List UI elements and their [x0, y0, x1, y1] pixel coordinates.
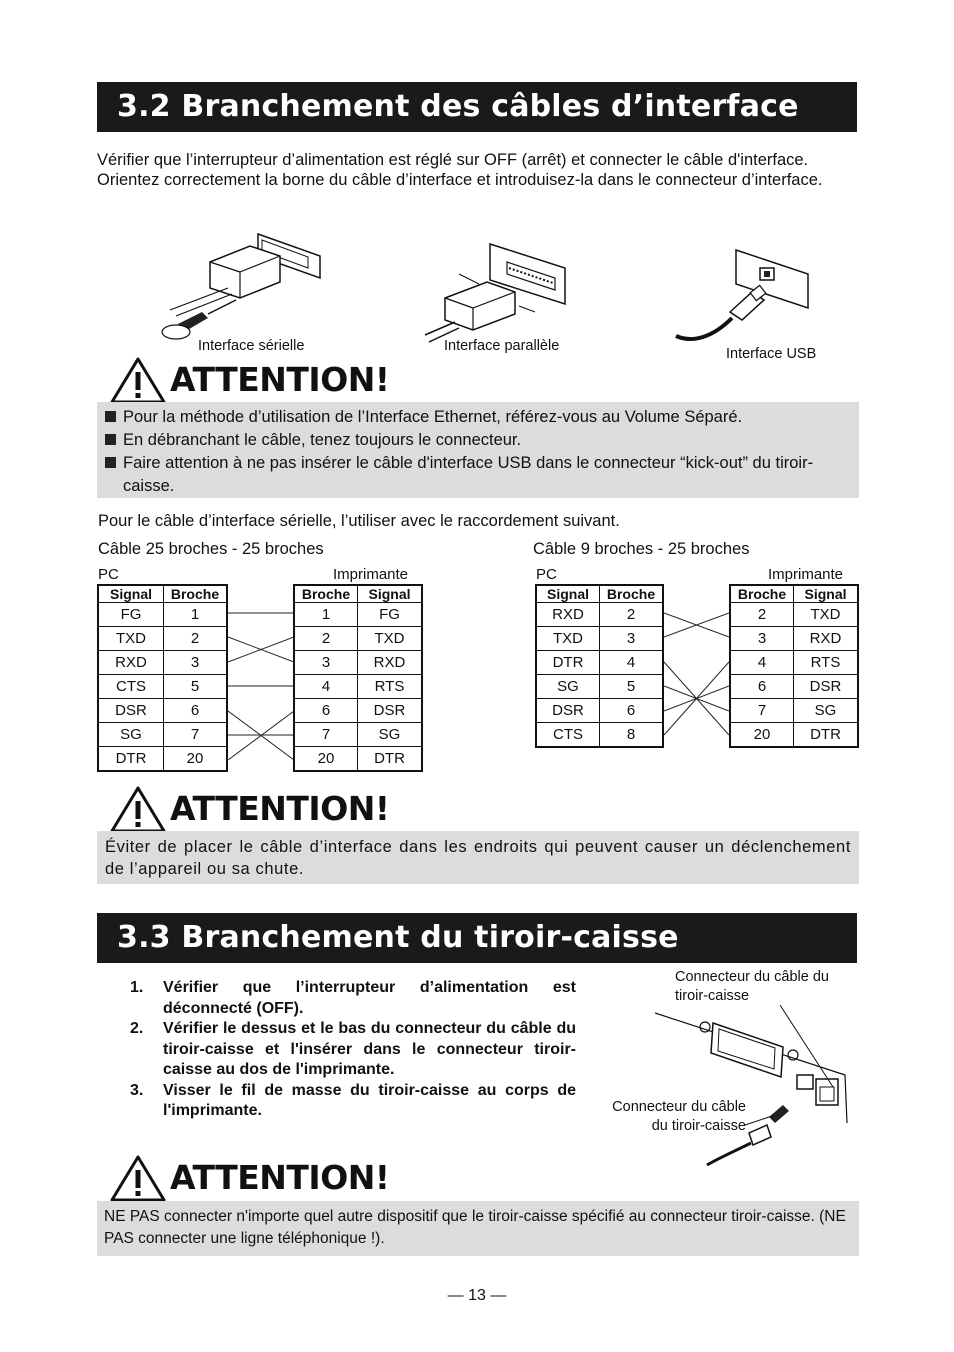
page-number: — 13 — [447, 1287, 507, 1304]
table-cell: 3 [164, 651, 228, 675]
table-header-row [730, 585, 858, 603]
table-cell: DSR [794, 675, 859, 699]
table-cell: 7 [294, 723, 358, 747]
cable-25-title: Câble 25 broches - 25 broches [98, 540, 324, 558]
serial-interface-illustration [150, 232, 340, 350]
cable-25-printer-label: Imprimante [333, 566, 409, 583]
attention-heading-3 [110, 1153, 389, 1203]
cable-25-wiring [228, 584, 294, 774]
table-row [98, 747, 227, 772]
table-cell: 2 [294, 627, 358, 651]
table-row [294, 603, 422, 627]
bullet-square-icon [105, 457, 116, 468]
table-cell: RXD [794, 627, 859, 651]
table-header-row [294, 585, 422, 603]
serial-interface-caption: Interface sérielle [198, 338, 305, 354]
table-row [536, 651, 663, 675]
table-row [730, 603, 858, 627]
cash-drawer-steps [120, 978, 576, 1122]
attention-label: ATTENTION! [170, 1158, 390, 1197]
table-row [294, 699, 422, 723]
table-cell: RTS [794, 651, 859, 675]
usb-interface-caption: Interface USB [726, 346, 817, 362]
serial-note: Pour le câble d’interface sérielle, l’utiliser avec le raccordement suivant. [98, 512, 620, 530]
table-cell: FG [358, 603, 423, 627]
table-cell: RTS [358, 675, 423, 699]
section-title-3-3: 3.3 Branchement du tiroir-caisse [97, 913, 857, 963]
table-cell: 4 [294, 675, 358, 699]
cable-9-wiring [664, 584, 729, 750]
attention-box-2 [97, 831, 859, 884]
parallel-interface-illustration [415, 240, 575, 350]
table-row [536, 675, 663, 699]
cable-25-pc-label: PC [98, 566, 119, 583]
table-row [98, 651, 227, 675]
cable-9-title: Câble 9 broches - 25 broches [533, 540, 750, 558]
cable-9-pc-table [535, 584, 664, 748]
usb-interface-illustration [672, 248, 812, 348]
table-row [98, 627, 227, 651]
table-row [536, 603, 663, 627]
table-cell: TXD [794, 603, 859, 627]
warning-triangle-icon [110, 785, 166, 833]
table-cell: 3 [600, 627, 664, 651]
attention-item-1: Pour la méthode d’utilisation de l’Interface Ethernet, référez-vous au Volume Séparé. [105, 406, 851, 429]
table-cell: DTR [794, 723, 859, 748]
table-cell: 7 [730, 699, 794, 723]
table-cell: 20 [164, 747, 228, 772]
table-row [294, 723, 422, 747]
drawer-connector-label-bottom: Connecteur du câble du tiroir-caisse [612, 1099, 746, 1134]
attention-text-2: Éviter de placer le câble d’interface dans les endroits qui peuvent causer un déclenchement de l’appareil ou sa chute. [105, 838, 851, 878]
bullet-square-icon [105, 434, 116, 445]
attention-item-2: En débranchant le câble, tenez toujours le connecteur. [105, 429, 851, 452]
bullet-square-icon [105, 411, 116, 422]
attention-item-3: Faire attention à ne pas insérer le câble d'interface USB dans le connecteur “kick-out” du tiroir-caisse. [105, 452, 851, 498]
attention-text-3: NE PAS connecter n'importe quel autre dispositif que le tiroir-caisse spécifié au connecteur tiroir-caisse. (NE PAS connecter une ligne téléphonique !). [104, 1208, 846, 1247]
table-cell: DTR [536, 651, 600, 675]
table-cell: TXD [98, 627, 164, 651]
list-item: 1. Vérifier que l’interrupteur d’alimentation est déconnecté (OFF). [130, 979, 576, 1017]
table-cell: SG [358, 723, 423, 747]
attention-label: ATTENTION! [170, 789, 390, 828]
table-cell: 1 [164, 603, 228, 627]
list-item: 2. Vérifier le dessus et le bas du connecteur du câble du tiroir-caisse et l'insérer dans le connecteur tiroir-caisse au dos de l'imprimante. [130, 1020, 576, 1078]
table-cell: 6 [730, 675, 794, 699]
table-row [294, 747, 422, 772]
section-title-3-2: 3.2 Branchement des câbles d’interface [97, 82, 857, 132]
list-item: 3. Visser le fil de masse du tiroir-caisse au corps de l'imprimante. [130, 1081, 576, 1119]
table-cell: DSR [536, 699, 600, 723]
intro-line-1: Vérifier que l’interrupteur d’alimentation est réglé sur OFF (arrêt) et connecter le câble d'interface. [97, 151, 809, 169]
intro-line-2: Orientez correctement la borne du câble d’interface et introduisez-la dans le connecteur d’interface. [97, 171, 823, 189]
table-cell: CTS [98, 675, 164, 699]
table-cell: 8 [600, 723, 664, 748]
table-cell: 6 [164, 699, 228, 723]
table-row [536, 723, 663, 748]
cable-9-printer-table [729, 584, 859, 748]
table-cell: RXD [98, 651, 164, 675]
table-cell: DTR [98, 747, 164, 772]
table-cell: SG [794, 699, 859, 723]
table-cell: 20 [294, 747, 358, 772]
table-header-row [536, 585, 663, 603]
table-cell: 5 [600, 675, 664, 699]
table-cell: DSR [358, 699, 423, 723]
table-row [536, 627, 663, 651]
table-cell: 3 [294, 651, 358, 675]
parallel-interface-caption: Interface parallèle [444, 338, 560, 354]
column-header: Signal [358, 585, 423, 603]
drawer-connector-label-top: Connecteur du câble du tiroir-caisse [675, 969, 829, 1004]
table-row [730, 675, 858, 699]
table-cell: 6 [600, 699, 664, 723]
table-cell: TXD [536, 627, 600, 651]
table-cell: 4 [600, 651, 664, 675]
table-cell: SG [98, 723, 164, 747]
table-cell: TXD [358, 627, 423, 651]
table-cell: 2 [600, 603, 664, 627]
column-header: Broche [600, 585, 664, 603]
column-header: Signal [536, 585, 600, 603]
table-header-row [98, 585, 227, 603]
warning-triangle-icon [110, 356, 166, 404]
table-row [730, 699, 858, 723]
table-cell: RXD [358, 651, 423, 675]
cable-25-printer-table [293, 584, 423, 772]
cable-25-pc-table [97, 584, 228, 772]
table-row [294, 675, 422, 699]
cash-drawer-illustration [655, 1005, 860, 1167]
table-row [98, 699, 227, 723]
intro-text [97, 150, 859, 190]
attention-heading-1 [110, 355, 389, 405]
table-cell: 20 [730, 723, 794, 748]
table-row [294, 627, 422, 651]
table-cell: 1 [294, 603, 358, 627]
attention-heading-2 [110, 784, 389, 834]
attention-box-1 [97, 402, 859, 498]
table-cell: FG [98, 603, 164, 627]
cable-9-pc-label: PC [536, 566, 557, 583]
column-header: Broche [730, 585, 794, 603]
table-row [730, 627, 858, 651]
table-cell: DTR [358, 747, 423, 772]
table-cell: RXD [536, 603, 600, 627]
table-cell: 6 [294, 699, 358, 723]
table-cell: 2 [164, 627, 228, 651]
cable-9-printer-label: Imprimante [768, 566, 844, 583]
column-header: Signal [98, 585, 164, 603]
table-row [730, 651, 858, 675]
attention-label: ATTENTION! [170, 360, 390, 399]
table-cell: 2 [730, 603, 794, 627]
table-cell: 3 [730, 627, 794, 651]
table-cell: 5 [164, 675, 228, 699]
column-header: Signal [794, 585, 859, 603]
column-header: Broche [164, 585, 228, 603]
table-row [98, 675, 227, 699]
table-row [294, 651, 422, 675]
table-cell: 4 [730, 651, 794, 675]
table-cell: 7 [164, 723, 228, 747]
column-header: Broche [294, 585, 358, 603]
warning-triangle-icon [110, 1154, 166, 1202]
table-row [98, 723, 227, 747]
attention-box-3 [97, 1201, 859, 1256]
table-row [98, 603, 227, 627]
table-row [536, 699, 663, 723]
table-cell: SG [536, 675, 600, 699]
table-cell: CTS [536, 723, 600, 748]
table-cell: DSR [98, 699, 164, 723]
table-row [730, 723, 858, 748]
